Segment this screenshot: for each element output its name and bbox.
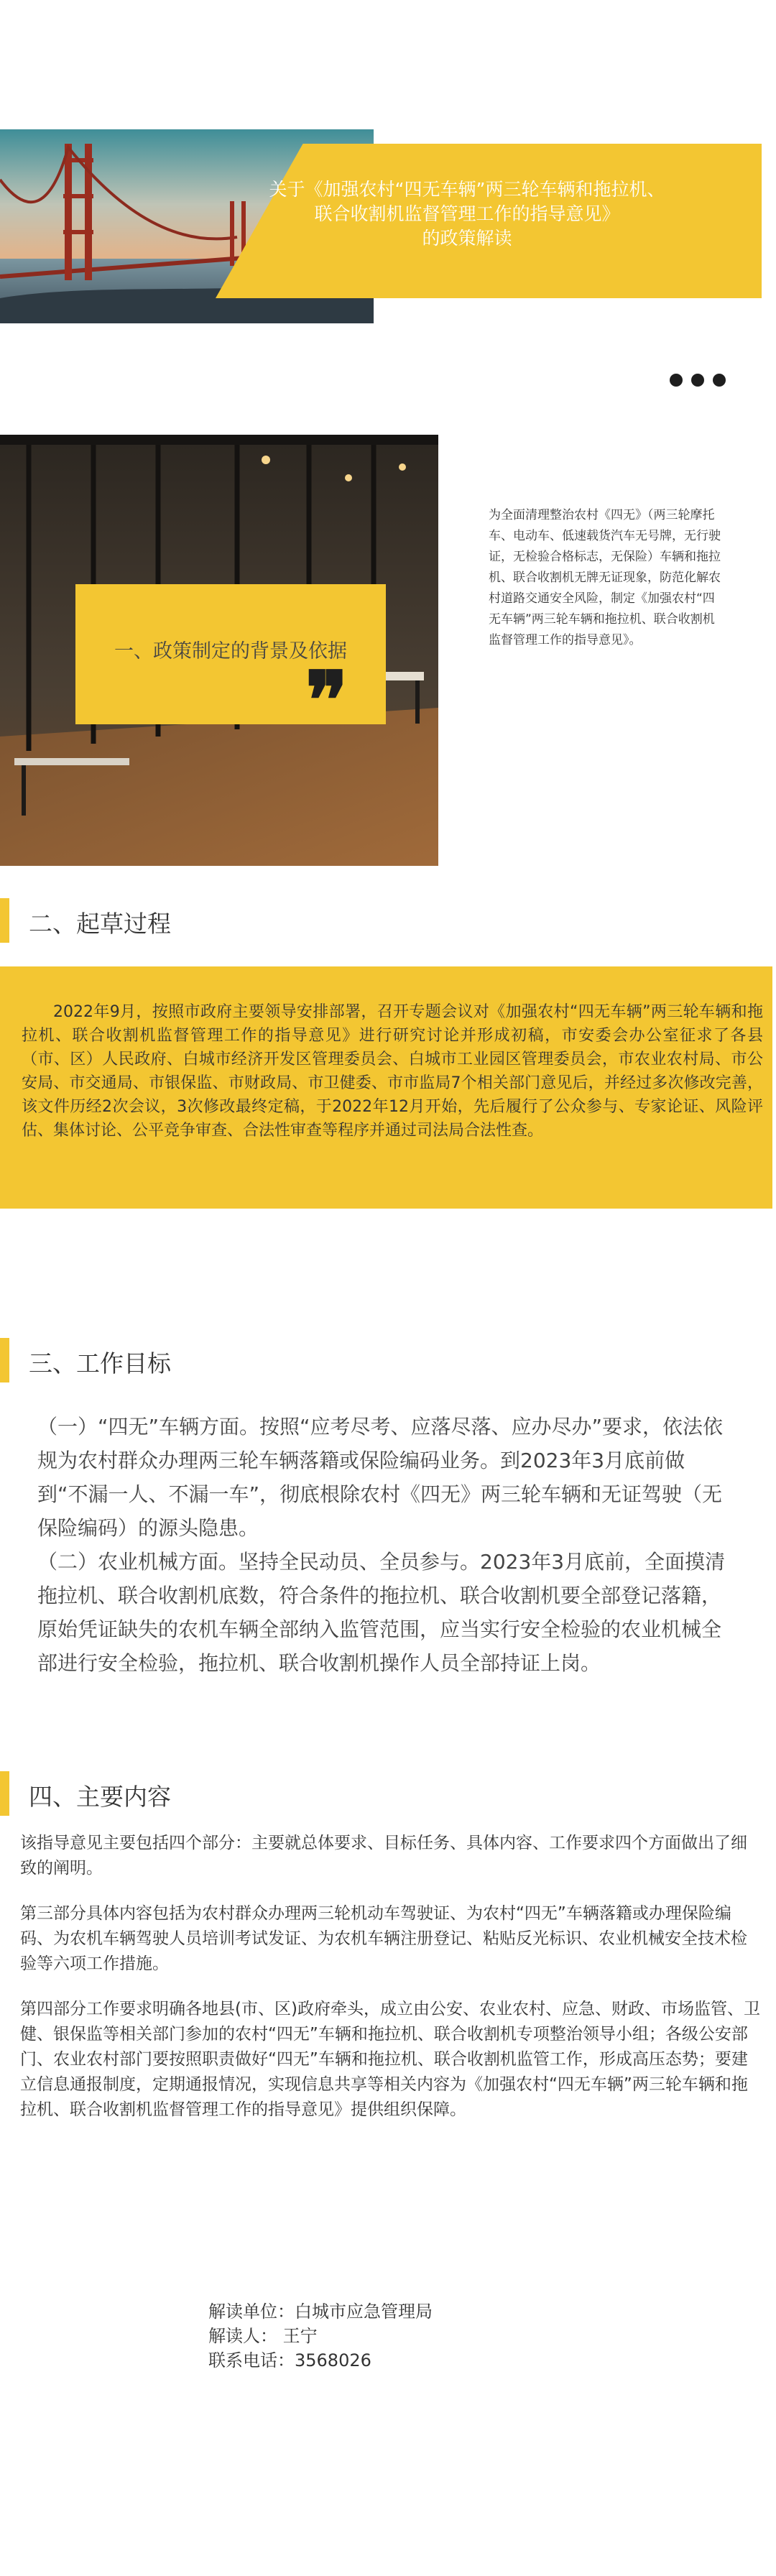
- section3-para-2: （二）农业机械方面。坚持全民动员、全员参与。2023年3月底前，全面摸清拖拉机、联合收割机底数，符合条件的拖拉机、联合收割机要全部登记落籍，原始凭证缺失的农机车辆全部纳入监管范围，应当实行安全检验的农业机械全部进行安全检验，拖拉机、联合收割机操作人员全部持证上岗。: [37, 1550, 726, 1675]
- section4-para-1: 该指导意见主要包括四个部分：主要就总体要求、目标任务、具体内容、工作要求四个方面做出了细致的阐明。: [20, 1834, 747, 1878]
- section1-intro-text: 为全面清理整治农村《四无》（两三轮摩托车、电动车、低速载货汽车无号牌，无行驶证，无检验合格标志，无保险）车辆和拖拉机、联合收割机无牌无证现象，防范化解农村道路交通安全风险，制定《加强农村“四无车辆”两三轮车辆和拖拉机、联合收割机监督管理工作的指导意见》。: [489, 508, 721, 647]
- title-line-3: 的政策解读: [422, 228, 512, 249]
- section4-para-2: 第三部分具体内容包括为农村群众办理两三轮机动车驾驶证、为农村“四无”车辆落籍或办理保险编码、为农机车辆驾驶人员培训考试发证、为农机车辆注册登记、粘贴反光标识、农业机械安全技术检验等六项工作措施。: [20, 1904, 747, 1973]
- title-line-2: 联合收割机监督管理工作的指导意见》: [314, 203, 620, 224]
- interpreter: 解读人： 王宁: [208, 2326, 318, 2346]
- section3-body: [37, 1410, 734, 1680]
- contact-phone: 联系电话：3568026: [208, 2350, 371, 2370]
- section4-para-3: 第四部分工作要求明确各地县(市、区)政府牵头，成立由公安、农业农村、应急、财政、市场监管、卫健、银保监等相关部门参加的农村“四无”车辆和拖拉机、联合收割机专项整治领导小组；各级公安部门、农业农村部门要按照职责做好“四无”车辆和拖拉机、联合收割机监管工作，形成高压态势；要建立信息通报制度，定期通报情况，实现信息共享等相关内容为《加强农村“四无车辆”两三轮车辆和拖拉机、联合收割机监督管理工作的指导意见》提供组织保障。: [20, 2000, 760, 2119]
- section4-body: [20, 1831, 760, 2143]
- footer-info: [208, 2299, 433, 2373]
- section1-heading: 一、政策制定的背景及依据: [114, 640, 347, 663]
- section2-body: 2022年9月，按照市政府主要领导安排部署，召开专题会议对《加强农村“四无车辆”两三轮车辆和拖拉机、联合收割机监督管理工作的指导意见》进行研究讨论并形成初稿，市安委会办公室征求了各县（市、区）人民政府、白城市经济开发区管理委员会、白城市工业园区管理委员会，市农业农村局、市公安局、市交通局、市银保监、市财政局、市卫健委、市市监局7个相关部门意见后，并经过多次修改完善，该文件历经2次会议，3次修改最终定稿，于2022年12月开始，先后履行了公众参与、专家论证、风险评估、集体讨论、公平竞争审查、合法性审查等程序并通过司法局合法性查。: [22, 1003, 763, 1140]
- section3-heading: 三、工作目标: [29, 1349, 171, 1377]
- section2-heading: 二、起草过程: [29, 910, 171, 938]
- section3-accent-bar: [0, 1338, 9, 1382]
- quote-mark-icon: ❞: [305, 654, 348, 747]
- more-icon: [670, 374, 726, 387]
- interpreting-unit: 解读单位：白城市应急管理局: [208, 2302, 433, 2322]
- title-line-1: 关于《加强农村“四无车辆”两三轮车辆和拖拉机、: [269, 179, 665, 200]
- section4-heading: 四、主要内容: [29, 1783, 171, 1811]
- page-title: [216, 177, 719, 251]
- section3-para-1: （一）“四无”车辆方面。按照“应考尽考、应落尽落、应办尽办”要求，依法依规为农村群众办理两三轮车辆落籍或保险编码业务。到2023年3月底前做到“不漏一人、不漏一车”，彻底根除农村《四无》两三轮车辆和无证驾驶（无保险编码）的源头隐患。: [37, 1415, 724, 1540]
- section4-accent-bar: [0, 1771, 9, 1816]
- section2-accent-bar: [0, 898, 9, 943]
